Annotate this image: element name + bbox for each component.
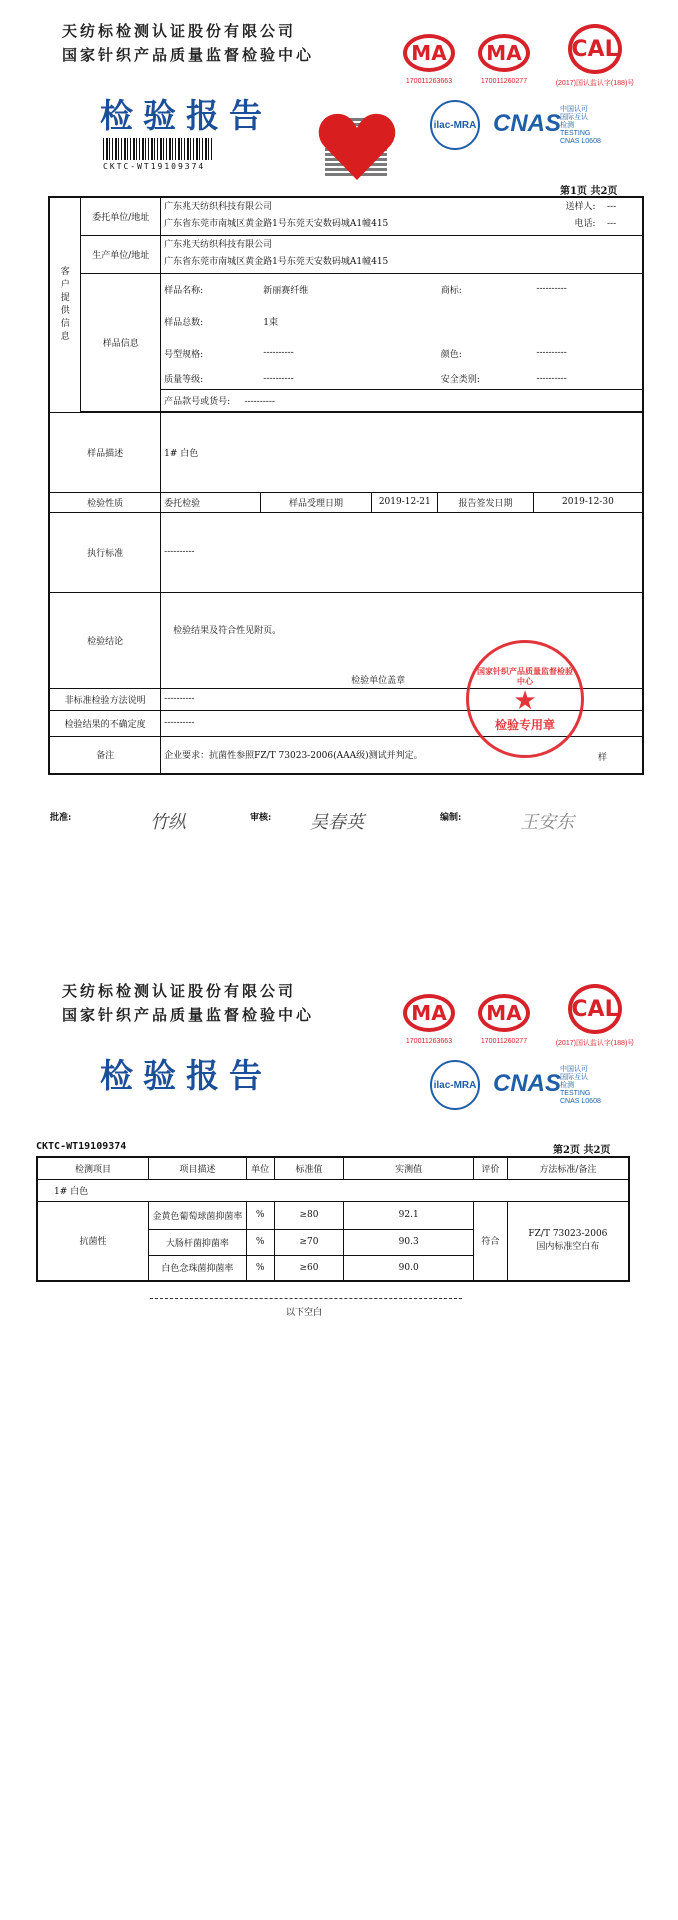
cma-cert1-p2: 170011263663 [405,1038,453,1045]
client-name: 广东兆天纺织科技有限公司 [164,202,273,213]
cnas-logo-p2: CNAS [493,1070,562,1097]
remark-value: 企业要求：抗菌性参照FZ/T 73023-2006(AAA级)测试并判定。 [161,736,643,774]
row-desc: 大肠杆菌抑菌率 [149,1229,247,1255]
color-value: ---------- [533,337,643,369]
cal-logo-p2: CAL [568,984,622,1034]
cma-cert2: 170011260277 [480,78,528,85]
ilac-logo: ilac-MRA [430,100,480,150]
ilac-logo-p2: ilac-MRA [430,1060,480,1110]
model-value: ---------- [263,348,294,358]
uncert-label: 检验结果的不确定度 [49,710,161,736]
remark-label: 备注 [49,736,161,774]
issued-label: 报告签发日期 [438,492,534,512]
blank-note: 以下空白 [286,1308,323,1318]
row-unit: % [246,1229,274,1255]
page-number-1: 第1页 共2页 [560,186,618,197]
col-desc: 项目描述 [149,1157,247,1179]
sample-count-label: 样品总数: [164,317,204,328]
row-std: ≥60 [274,1255,344,1281]
report-title: 检验报告 [100,96,272,135]
review-label: 审核: [250,813,272,823]
barcode-icon [103,138,213,160]
col-item: 检测项目 [37,1157,149,1179]
received-label: 样品受理日期 [260,492,372,512]
barcode-number: CKTC-WT19109374 [103,162,206,171]
row-measured: 90.3 [344,1229,474,1255]
cnas-text: 中国认可 国际互认 检测 TESTING CNAS L0608 [560,106,601,145]
col-std: 标准值 [274,1157,344,1179]
sample-name-value: 新丽赛纤维 [260,273,437,305]
cnas-text-p2: 中国认可 国际互认 检测 TESTING CNAS L0608 [560,1066,601,1105]
stamp-label: 检验单位盖章 [351,675,406,686]
company-name-p2: 天纺标检测认证股份有限公司 [62,982,297,1000]
approve-signature: 竹纵 [150,812,186,833]
client-info-label: 客户提供信息 [49,197,81,412]
standard-value: ---------- [161,512,643,592]
grade-label: 质量等级: [161,369,261,389]
conclusion-value: 检验结果及符合性见附页。 [173,625,282,636]
row-desc: 白色念珠菌抑菌率 [149,1255,247,1281]
safety-label: 安全类别: [438,369,534,389]
row-measured: 92.1 [344,1201,474,1229]
cma-logo-2: MA [478,34,530,72]
product-no-cell: 产品款号或货号: ---------- [161,389,643,411]
received-value: 2019-12-21 [372,492,438,512]
client-address: 广东省东莞市南城区黄金路1号东莞天安数码城A1幢415 [164,219,389,230]
review-signature: 吴春英 [310,812,364,833]
cma-logo: MA [403,34,455,72]
nature-value: 委托检验 [161,492,261,512]
col-eval: 评价 [473,1157,507,1179]
report-title-p2: 检验报告 [100,1056,272,1095]
desc-value: 1# 白色 [161,412,643,492]
row-unit: % [246,1255,274,1281]
nature-label: 检验性质 [49,492,161,512]
cal-logo: CAL [568,24,622,74]
safety-value: ---------- [533,369,643,389]
sample-count-value: 1束 [263,317,279,328]
item-cell: 抗菌性 [37,1201,149,1281]
inspection-seal: 国家针织产品质量监督检验中心 ★ 检验专用章 [466,640,584,758]
color-label: 颜色: [440,349,462,360]
page-number-2: 第2页 共2页 [553,1145,611,1156]
compile-signature: 王安东 [520,812,574,833]
table-row [37,1201,629,1229]
cma-cert1: 170011263663 [405,78,453,85]
desc-label: 样品描述 [49,412,161,492]
center-name: 国家针织产品质量监督检验中心 [62,46,315,64]
row-desc: 金黄色葡萄球菌抑菌率 [149,1201,247,1229]
producer-name: 广东兆天纺织科技有限公司 [164,240,273,250]
nonstd-value: ---------- [161,688,643,710]
cma-logo-p2: MA [403,994,455,1032]
sample-info-label: 样品信息 [81,273,161,411]
blank-divider [150,1298,462,1299]
uncert-value: ---------- [161,710,643,736]
evaluation-cell: 符合 [473,1201,507,1281]
model-label: 号型规格: [164,349,204,360]
nonstd-label: 非标准检验方法说明 [49,688,161,710]
sample-mark: 样 [598,753,608,763]
report-no-p2: CKTC-WT19109374 [36,1141,127,1152]
row-std: ≥80 [274,1201,344,1229]
row-measured: 90.0 [344,1255,474,1281]
conclusion-label: 检验结论 [49,592,161,688]
sample-row: 1# 白色 [37,1179,629,1201]
col-unit: 单位 [246,1157,274,1179]
row-std: ≥70 [274,1229,344,1255]
cma-cert2-p2: 170011260277 [480,1038,528,1045]
cal-cert-p2: (2017)国认监认字(188)号 [555,1040,635,1047]
table-header-row [37,1157,629,1179]
producer-cell [161,235,643,273]
client-label: 委托单位/地址 [81,197,161,235]
heart-icon [318,110,396,182]
standard-label: 执行标准 [49,512,161,592]
client-cell: 广东兆天纺织科技有限公司 送样人: --- 广东省东莞市南城区黄金路1号东莞天安数码城A1幢415 电话: --- [161,197,643,235]
col-method: 方法标准/备注 [507,1157,629,1179]
approve-label: 批准: [50,813,72,823]
issued-value: 2019-12-30 [533,492,643,512]
row-unit: % [246,1201,274,1229]
company-name: 天纺标检测认证股份有限公司 [62,22,297,40]
trademark-value: ---------- [533,273,643,305]
cnas-logo: CNAS [493,110,562,137]
cal-cert: (2017)国认监认字(188)号 [555,80,635,87]
results-table [36,1156,630,1282]
grade-value: ---------- [260,369,437,389]
producer-address: 广东省东莞市南城区黄金路1号东莞天安数码城A1幢415 [164,257,389,267]
producer-label: 生产单位/地址 [81,235,161,273]
center-name-p2: 国家针织产品质量监督检验中心 [62,1006,315,1024]
method-cell: FZ/T 73023-2006 国内标准空白布 [507,1201,629,1281]
trademark-label: 商标: [438,273,534,305]
col-measured: 实测值 [344,1157,474,1179]
compile-label: 编制: [440,813,462,823]
cma-logo-2-p2: MA [478,994,530,1032]
sample-name-label: 样品名称: [161,273,261,305]
